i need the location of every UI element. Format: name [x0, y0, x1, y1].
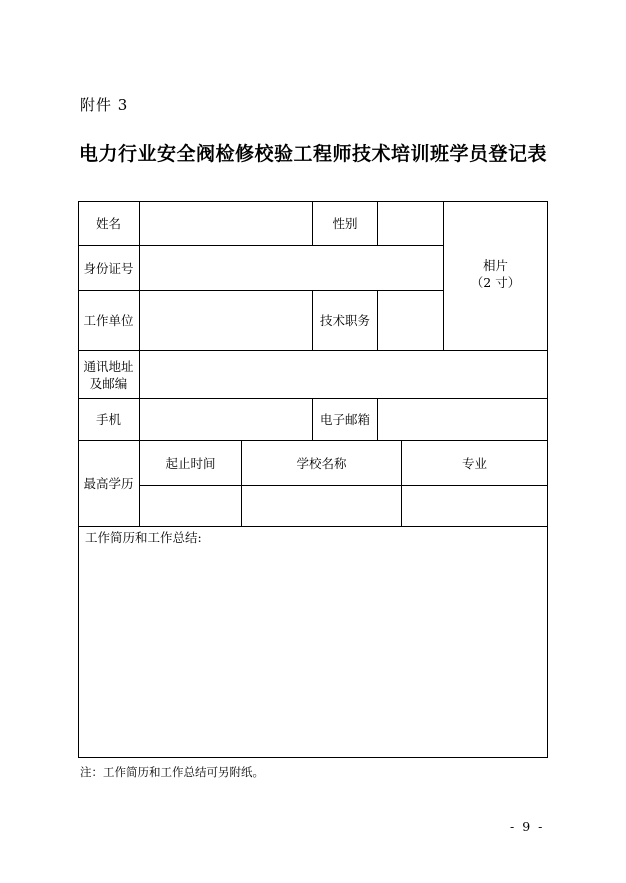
photo-box[interactable]	[444, 249, 547, 299]
name-label: 姓名	[95, 215, 121, 231]
mobile-field[interactable]	[140, 399, 312, 440]
gender-field[interactable]	[378, 202, 443, 245]
address-field[interactable]	[140, 351, 547, 398]
position-field[interactable]	[378, 291, 443, 350]
employer-label: 工作单位	[83, 313, 134, 328]
photo-label: 相片	[482, 258, 508, 273]
address-label-line1: 通讯地址	[83, 358, 134, 374]
major-header: 专业	[461, 455, 487, 471]
attachment-label: 附件 3	[80, 96, 129, 114]
id-number-field[interactable]	[140, 246, 443, 290]
email-field[interactable]	[378, 399, 547, 440]
period-field[interactable]	[140, 486, 241, 526]
school-header: 学校名称	[296, 455, 347, 471]
gender-label: 性别	[332, 215, 358, 231]
work-summary-field[interactable]	[79, 547, 547, 756]
period-header: 起止时间	[165, 455, 216, 471]
id-number-label: 身份证号	[83, 260, 134, 276]
email-label: 电子邮箱	[319, 412, 370, 427]
address-label	[78, 351, 139, 398]
school-field[interactable]	[242, 486, 401, 526]
address-label-line2: 及邮编	[89, 375, 128, 391]
employer-field[interactable]	[140, 291, 312, 350]
major-field[interactable]	[402, 486, 547, 526]
form-border-right	[547, 201, 548, 758]
footnote: 注：工作简历和工作总结可另附纸。	[80, 765, 264, 779]
mobile-label: 手机	[95, 412, 121, 427]
education-label: 最高学历	[83, 476, 134, 491]
form-border-bottom	[78, 757, 548, 758]
photo-size-label: （2 寸）	[470, 275, 521, 290]
page-title: 电力行业安全阀检修校验工程师技术培训班学员登记表	[78, 143, 547, 165]
registration-form	[78, 201, 548, 758]
row-divider	[78, 526, 548, 527]
page-number: - 9 -	[510, 819, 545, 834]
work-summary-label: 工作简历和工作总结:	[85, 530, 202, 545]
position-label: 技术职务	[319, 313, 370, 328]
name-field[interactable]	[140, 202, 312, 245]
